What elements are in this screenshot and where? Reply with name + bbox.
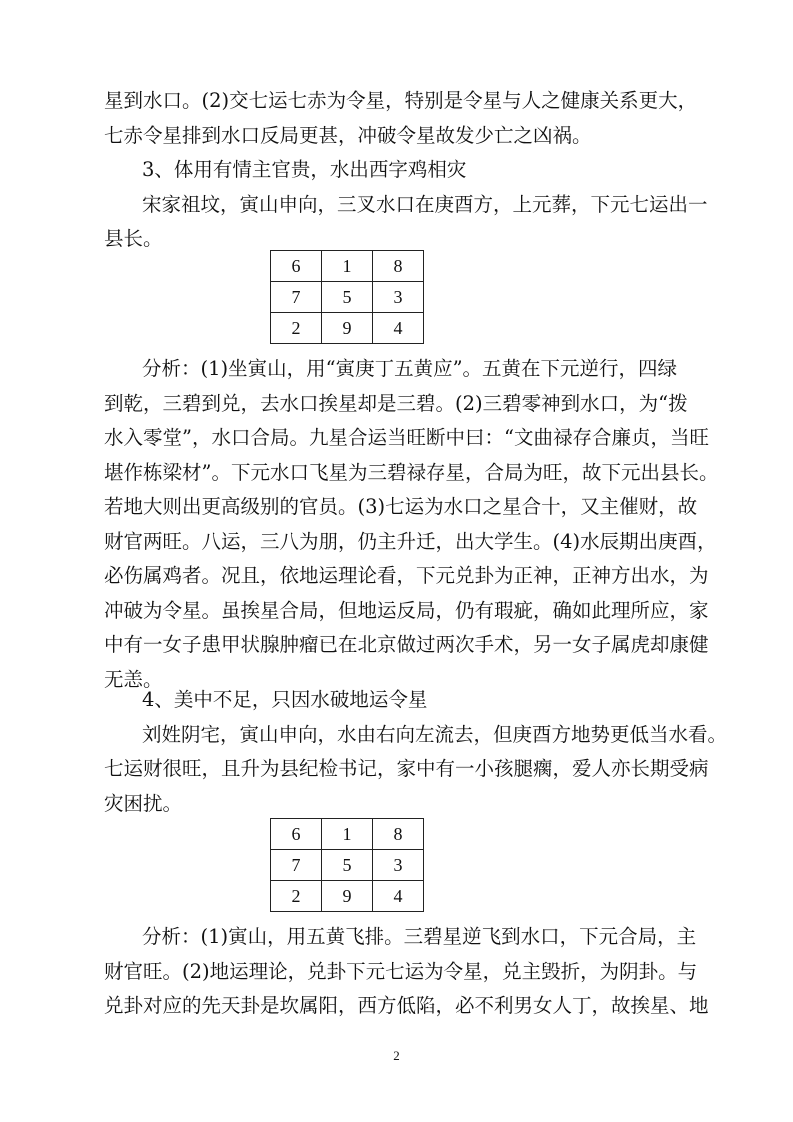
grid-cell: 7 (271, 282, 322, 313)
text-line: 星到水口。(2)交七运七赤为令星，特别是令星与人之健康关系更大， (104, 89, 698, 112)
grid-cell: 1 (322, 819, 373, 850)
text-line: 财官两旺。八运，三八为朋，仍主升迁，出大学生。(4)水辰期出庚酉， (104, 529, 717, 553)
text-line: 冲破为令星。虽挨星合局，但地运反局，仍有瑕疵，确如此理所应，家 (104, 598, 709, 622)
text-line: 水入零堂”，水口合局。九星合运当旺断中曰：“文曲禄存合廉贞，当旺 (104, 426, 709, 449)
grid-cell: 9 (322, 881, 373, 912)
heading-case3 (104, 153, 696, 188)
text-line: 兑卦对应的先天卦是坎属阳，西方低陷，必不利男女人丁，故挨星、地 (104, 994, 709, 1017)
text-line: 必伤属鸡者。况且，依地运理论看，下元兑卦为正神，正神方出水，为 (104, 564, 709, 587)
page-number: 2 (393, 1048, 400, 1063)
grid-cell: 1 (322, 251, 373, 282)
grid-cell: 5 (322, 850, 373, 881)
grid-row (271, 881, 424, 912)
flying-star-grid-1 (270, 250, 424, 344)
text-line: 分析：(1)坐寅山，用“寅庚丁五黄应”。五黄在下元逆行，四绿 (142, 357, 678, 380)
text-line: 县长。 (104, 227, 163, 250)
paragraph-case3-description (104, 188, 708, 257)
grid-row (271, 819, 424, 850)
flying-star-grid-2 (270, 818, 424, 912)
grid-cell: 4 (373, 881, 424, 912)
text-line: 若地大则出更高级别的官员。(3)七运为水口之星合十，又主催财，故 (104, 495, 698, 518)
paragraph-case2-continuation (104, 84, 696, 153)
grid-row (271, 313, 424, 344)
grid-cell: 3 (373, 850, 424, 881)
heading-case4 (104, 683, 696, 718)
grid-row (271, 251, 424, 282)
text-line: 到乾，三碧到兑，去水口挨星却是三碧。(2)三碧零神到水口，为“拨 (104, 391, 688, 415)
text-line: 灾困扰。 (104, 791, 183, 815)
grid-row (271, 282, 424, 313)
text-line: 分析：(1)寅山，用五黄飞排。三碧星逆飞到水口，下元合局，主 (142, 925, 697, 948)
paragraph-case4-analysis (104, 920, 709, 1024)
grid-cell: 6 (271, 819, 322, 850)
grid-cell: 3 (373, 282, 424, 313)
text-line: 财官旺。(2)地运理论，兑卦下元七运为令星，兑主毁折，为阴卦。与 (104, 959, 698, 983)
paragraph-case4-description (104, 718, 728, 822)
grid-cell: 2 (271, 881, 322, 912)
grid-cell: 8 (373, 819, 424, 850)
grid-cell: 9 (322, 313, 373, 344)
paragraph-case3-analysis (104, 352, 719, 697)
grid-cell: 6 (271, 251, 322, 282)
section-heading: 3、体用有情主官贵，水出西字鸡相灾 (142, 158, 467, 181)
text-line: 刘姓阴宅，寅山申向，水由右向左流去，但庚酉方地势更低当水看。 (142, 722, 728, 746)
text-line: 无恙。 (104, 667, 163, 691)
text-line: 宋家祖坟，寅山申向，三叉水口在庚酉方，上元葬，下元七运出一 (142, 192, 708, 216)
grid-cell: 2 (271, 313, 322, 344)
section-heading: 4、美中不足，只因水破地运令星 (142, 688, 428, 711)
grid-cell: 5 (322, 282, 373, 313)
grid-cell: 7 (271, 850, 322, 881)
grid-cell: 8 (373, 251, 424, 282)
grid-cell: 4 (373, 313, 424, 344)
grid-row (271, 850, 424, 881)
text-line: 七赤令星排到水口反局更甚，冲破令星故发少亡之凶祸。 (104, 123, 592, 147)
text-line: 七运财很旺，且升为县纪检书记，家中有一小孩腿瘸，爱人亦长期受病 (104, 757, 709, 780)
text-line: 中有一女子患甲状腺肿瘤已在北京做过两次手术，另一女子属虎却康健 (104, 633, 709, 656)
text-line: 堪作栋梁材”。下元水口飞星为三碧禄存星，合局为旺，故下元出县长。 (104, 460, 719, 484)
